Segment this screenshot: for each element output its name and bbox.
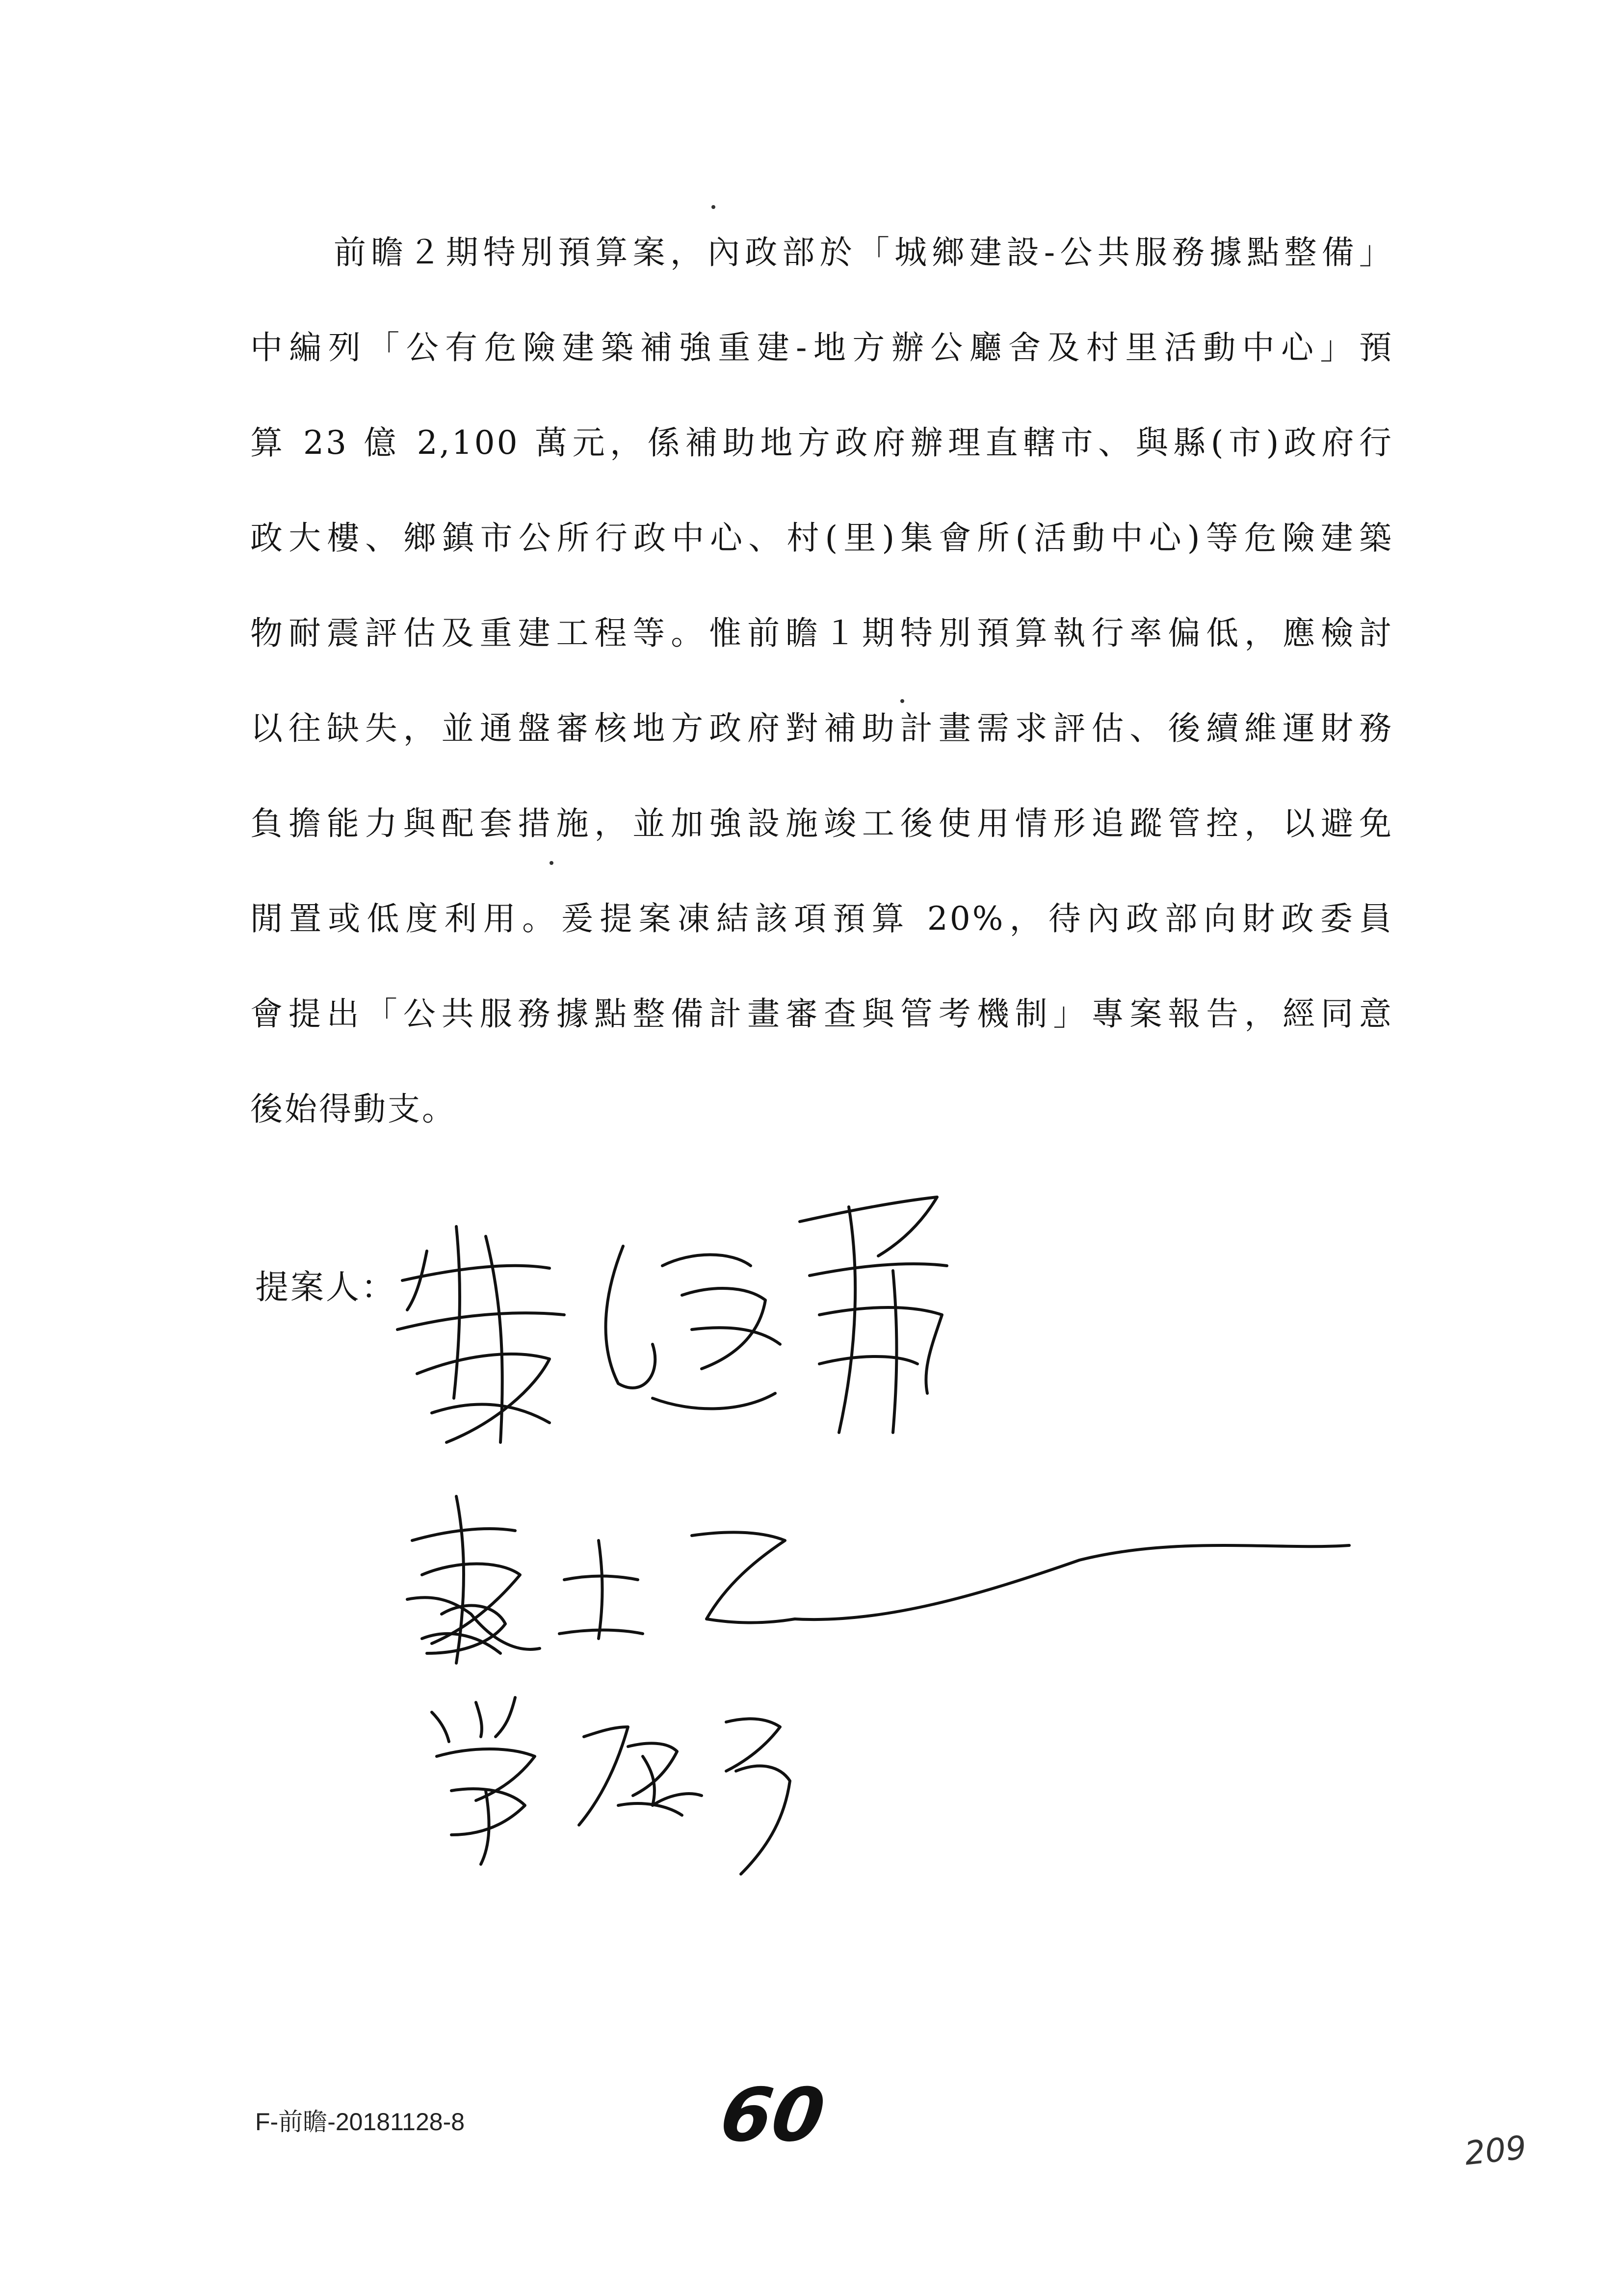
page-number: 60 [715, 2073, 830, 2158]
document-code: F-前瞻-20181128-8 [255, 2108, 465, 2136]
body-line-5: 物耐震評估及重建工程等。惟前瞻１期特別預算執行率偏低，應檢討 [250, 614, 1393, 652]
body-line-7: 負擔能力與配套措施，並加強設施竣工後使用情形追蹤管控，以避免 [250, 805, 1393, 842]
proposer-label: 提案人： [255, 1268, 397, 1307]
body-line-6: 以往缺失，並通盤審核地方政府對補助計畫需求評估、後續維運財務 [250, 709, 1393, 747]
body-line-1: 前瞻２期特別預算案，內政部於「城鄉建設-公共服務據點整備」 [334, 234, 1393, 271]
scan-speck [900, 699, 904, 703]
body-line-4: 政大樓、鄉鎮市公所行政中心、村(里)集會所(活動中心)等危險建築 [250, 519, 1393, 557]
signature-2 [393, 1477, 1374, 1683]
scan-speck [711, 205, 715, 209]
signature-1 [388, 1168, 1040, 1472]
body-line-9: 會提出「公共服務據點整備計畫審查與管考機制」專案報告，經同意 [250, 995, 1393, 1033]
stamped-number: 209 [1463, 2128, 1528, 2173]
body-line-10: 後始得動支。 [250, 1090, 456, 1128]
proposal-body [250, 211, 1393, 1163]
body-line-2: 中編列「公有危險建築補強重建-地方辦公廳舍及村里活動中心」預 [250, 329, 1393, 366]
signature-3 [422, 1678, 864, 1889]
scan-speck [550, 861, 553, 865]
body-line-8: 閒置或低度利用。爰提案凍結該項預算 20%，待內政部向財政委員 [250, 900, 1393, 938]
body-line-3: 算 23 億 2,100 萬元，係補助地方政府辦理直轄市、與縣(市)政府行 [250, 424, 1393, 462]
